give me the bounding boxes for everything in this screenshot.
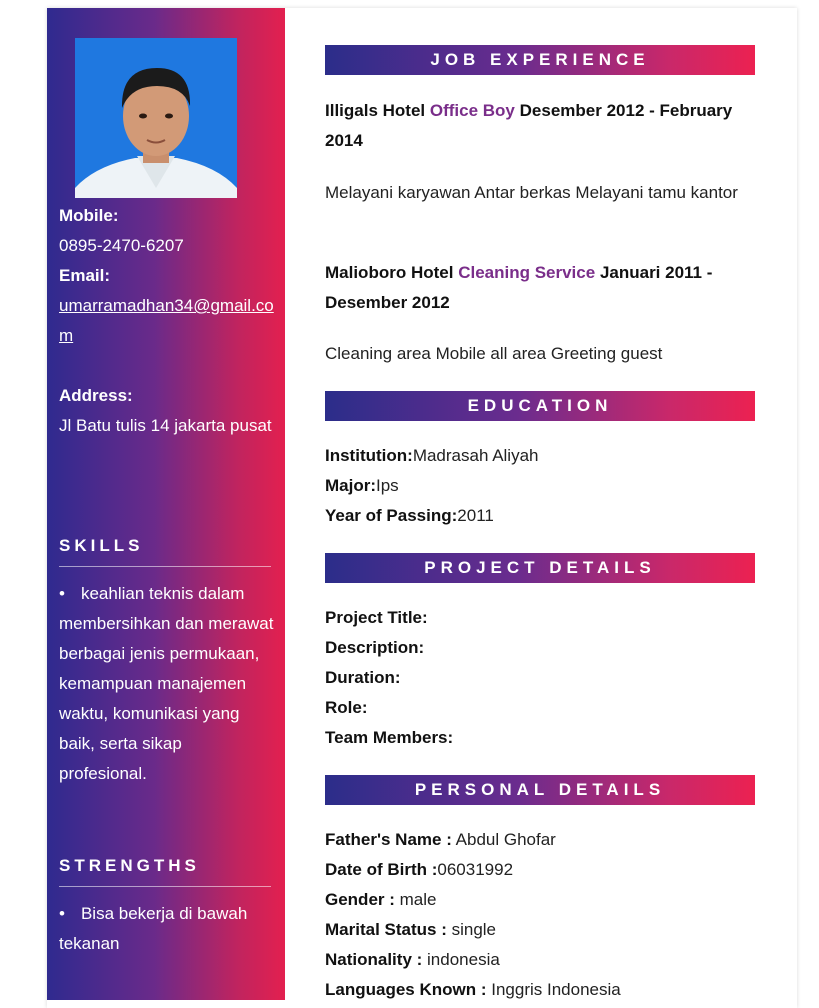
major-label: Major: (325, 476, 376, 495)
email-link[interactable]: umarramadhan34@gmail.com (59, 296, 274, 345)
job-entry-1-description: Melayani karyawan Antar berkas Melayani tamu kantor (325, 183, 738, 202)
job-role: Cleaning Service (458, 263, 596, 282)
institution-label: Institution: (325, 446, 413, 465)
dob-label: Date of Birth : (325, 860, 438, 879)
address-label: Address: (59, 386, 133, 405)
contact-block (59, 201, 274, 441)
job-role: Office Boy (429, 101, 515, 120)
nationality-label: Nationality : (325, 950, 423, 969)
project-title-label: Project Title: (325, 608, 428, 627)
job-company: Illigals Hotel (325, 101, 426, 120)
email-label: Email: (59, 266, 111, 285)
job-entry-1-title (325, 96, 760, 156)
job-entry-2-title (325, 258, 760, 318)
project-duration-label: Duration: (325, 668, 401, 687)
project-details (325, 603, 760, 753)
project-details-heading: PROJECT DETAILS (325, 553, 755, 583)
father-label: Father's Name : (325, 830, 452, 849)
marital-label: Marital Status : (325, 920, 447, 939)
education-heading: EDUCATION (325, 391, 755, 421)
gender-value: male (399, 890, 437, 909)
year-value: 2011 (457, 506, 494, 525)
mobile-value: 0895-2470-6207 (59, 236, 184, 255)
skills-heading: SKILLS (59, 536, 271, 567)
project-role-label: Role: (325, 698, 368, 717)
personal-details-heading: PERSONAL DETAILS (325, 775, 755, 805)
job-period: Januari 2011 - Desember 2012 (325, 263, 713, 312)
resume-page (47, 8, 797, 1008)
skill-item: • keahlian teknis dalam membersihkan dan merawat berbagai jenis permukaan, kemampuan manajemen waktu, komunikasi yang baik, serta sikap profesional. (59, 579, 274, 789)
profile-photo (75, 38, 237, 198)
institution-value: Madrasah Aliyah (412, 446, 539, 465)
job-experience-heading: JOB EXPERIENCE (325, 45, 755, 75)
languages-label: Languages Known : (325, 980, 487, 999)
education-details (325, 441, 760, 531)
year-label: Year of Passing: (325, 506, 458, 525)
job-entry-2-description: Cleaning area Mobile all area Greeting guest (325, 344, 663, 363)
marital-value: single (451, 920, 497, 939)
address-value: Jl Batu tulis 14 jakarta pusat (59, 416, 272, 435)
languages-value: Inggris Indonesia (491, 980, 621, 999)
strengths-list (59, 899, 274, 959)
person-photo-icon (75, 38, 237, 198)
dob-value: 06031992 (437, 860, 514, 879)
gender-label: Gender : (325, 890, 395, 909)
strength-item: • Bisa bekerja di bawah tekanan (59, 899, 274, 959)
project-team-label: Team Members: (325, 728, 454, 747)
strengths-heading: STRENGTHS (59, 856, 271, 887)
personal-details (325, 825, 760, 1005)
father-value: Abdul Ghofar (455, 830, 556, 849)
skills-list (59, 579, 274, 789)
sidebar (47, 8, 285, 1000)
job-period: Desember 2012 - February 2014 (325, 101, 733, 150)
project-description-label: Description: (325, 638, 425, 657)
major-value: Ips (376, 476, 399, 495)
mobile-label: Mobile: (59, 206, 119, 225)
job-company: Malioboro Hotel (325, 263, 454, 282)
nationality-value: indonesia (427, 950, 500, 969)
